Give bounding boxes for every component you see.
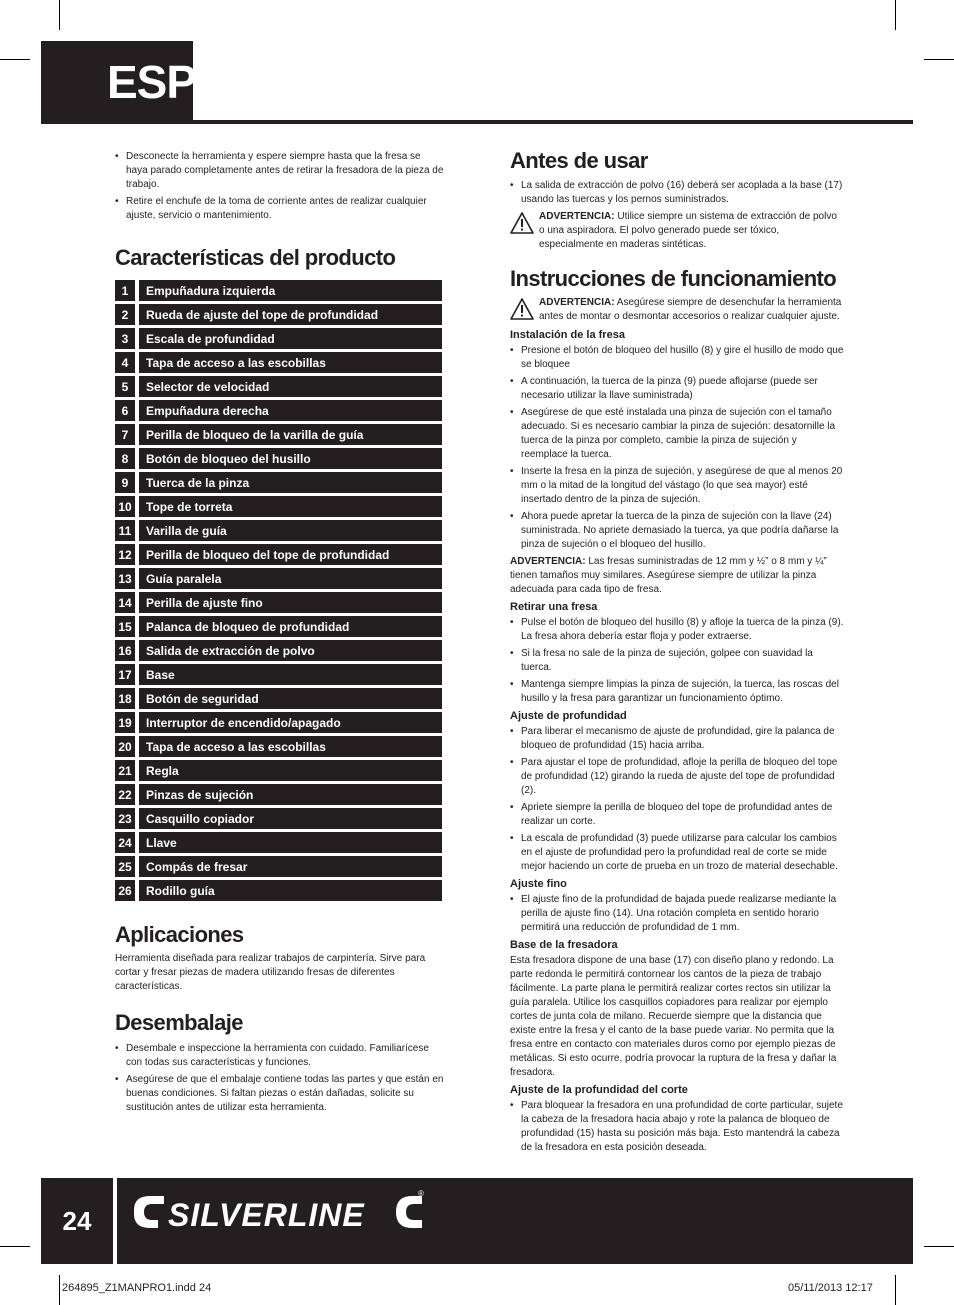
- removing-bullets: [510, 616, 845, 706]
- warning-text: Utilice siempre un sistema de extracción de polvo o una aspiradora. El polvo generado puede ser tóxico, especialmente en maderas sintéticas.: [539, 211, 837, 250]
- table-row: 4 Tapa de acceso a las escobillas: [115, 352, 442, 373]
- crop-mark: [895, 1275, 896, 1305]
- brand-name: SILVERLINE: [168, 1197, 365, 1233]
- table-row: 12 Perilla de bloqueo del tope de profundidad: [115, 544, 442, 565]
- table-row: 21 Regla: [115, 760, 442, 781]
- language-tab: [41, 41, 197, 122]
- right-column: [510, 148, 845, 1158]
- fine-bullets: [510, 893, 845, 935]
- table-row: 1 Empuñadura izquierda: [115, 280, 442, 301]
- base-text: Esta fresadora dispone de una base (17) con diseño plano y redondo. La parte redonda le permitirá contornear los cantos de la pieza de trabajo fácilmente. La parte plana le permitirá realizar cortes rectos sin utilizar la guía paralela. Utilice los casquillos copiadores para realizar por ejemplo cortes de junta cola de milano. Recuerde siempre que la distancia que existe entre la fresa y el canto de la base puede variar. No permita que la fresa entre en contacto con materiales duros como por ejemplo piezas de metálicas. Si esto ocurre, podría provocar la ruptura de la fresa y dañar la fresadora.: [510, 955, 837, 1078]
- features-heading: Características del producto: [115, 245, 396, 270]
- table-row: 20 Tapa de acceso a las escobillas: [115, 736, 442, 757]
- list-item: • La salida de extracción de polvo (16) deberá ser acoplada a la base (17) usando las tuercas y los pernos suministrados.: [510, 179, 845, 207]
- cut-depth-heading: Ajuste de la profundidad del corte: [510, 1084, 688, 1096]
- header-rule: [41, 120, 913, 124]
- unpacking-bullets: [115, 1042, 445, 1115]
- list-item: • Mantenga siempre limpias la pinza de sujeción, la tuerca, las roscas del husillo y la fresa para garantizar un funcionamiento óptimo.: [510, 678, 845, 706]
- warning-triangle-icon: [510, 212, 534, 234]
- table-row: 9 Tuerca de la pinza: [115, 472, 442, 493]
- table-row: 16 Salida de extracción de polvo: [115, 640, 442, 661]
- silverline-logo-mark: [128, 1184, 428, 1244]
- language-code: ESP: [107, 55, 197, 108]
- registered-mark: ®: [418, 1189, 424, 1198]
- cut-depth-bullets: [510, 1099, 845, 1155]
- list-item: • Para liberar el mecanismo de ajuste de profundidad, gire la palanca de bloqueo de profundidad (15) hacia arriba.: [510, 725, 845, 753]
- warning-triangle-icon: [510, 298, 534, 320]
- list-item: • Para ajustar el tope de profundidad, afloje la perilla de bloqueo del tope de profundidad (12) girando la rueda de ajuste del tope de profundidad (2).: [510, 756, 845, 798]
- table-row: 5 Selector de velocidad: [115, 376, 442, 397]
- table-row: 2 Rueda de ajuste del tope de profundidad: [115, 304, 442, 325]
- removing-heading: Retirar una fresa: [510, 601, 598, 613]
- list-item: • La escala de profundidad (3) puede utilizarse para calcular los cambios en el ajuste de profundidad pero la profundidad real de corte se mide mejor haciendo un corte de prueba en un trozo de material desechable.: [510, 832, 845, 874]
- table-row: 26 Rodillo guía: [115, 880, 442, 901]
- warning-block: [510, 296, 845, 324]
- table-row: 17 Base: [115, 664, 442, 685]
- before-use-heading: Antes de usar: [510, 148, 648, 173]
- table-row: 19 Interruptor de encendido/apagado: [115, 712, 442, 733]
- table-row: 8 Botón de bloqueo del husillo: [115, 448, 442, 469]
- warning-text: Las fresas suministradas de 12 mm y ½” o 8 mm y ¼” tienen tamaños muy similares. Asegúrese siempre de utilizar la pinza adecuada para cada tipo de fresa.: [510, 556, 827, 595]
- operation-heading: Instrucciones de funcionamiento: [510, 266, 837, 291]
- list-item: • Desembale e inspeccione la herramienta con cuidado. Familiarícese con todas sus características y funciones.: [115, 1042, 445, 1070]
- intro-bullets: [115, 150, 445, 223]
- left-column: [115, 150, 445, 1118]
- unpacking-heading: Desembalaje: [115, 1010, 243, 1035]
- table-row: 14 Perilla de ajuste fino: [115, 592, 442, 613]
- list-item: • Asegúrese de que el embalaje contiene todas las partes y que están en buenas condiciones. Si faltan piezas o están dañadas, solicite su sustitución antes de utilizar esta herramienta.: [115, 1073, 445, 1115]
- crop-mark: [59, 0, 60, 30]
- list-item: • Asegúrese de que esté instalada una pinza de sujeción con el tamaño adecuado. Si es necesario cambiar la pinza de sujeción: desatornille la tuerca de la pinza por completo, cambie la pinza de sujeción y reemplace la tuerca.: [510, 406, 845, 462]
- table-row: 3 Escala de profundidad: [115, 328, 442, 349]
- list-item: • Retire el enchufe de la toma de corriente antes de realizar cualquier ajuste, servicio o mantenimiento.: [115, 195, 445, 223]
- slug-date: 05/11/2013 12:17: [788, 1282, 873, 1294]
- table-row: 18 Botón de seguridad: [115, 688, 442, 709]
- fitting-heading: Instalación de la fresa: [510, 329, 625, 341]
- table-row: 10 Tope de torreta: [115, 496, 442, 517]
- table-row: 22 Pinzas de sujeción: [115, 784, 442, 805]
- footer-divider: [113, 1178, 117, 1264]
- table-row: 23 Casquillo copiador: [115, 808, 442, 829]
- crop-mark: [924, 59, 954, 60]
- depth-heading: Ajuste de profundidad: [510, 710, 627, 722]
- slug-file: 264895_Z1MANPRO1.indd 24: [62, 1282, 212, 1294]
- depth-bullets: [510, 725, 845, 874]
- crop-mark: [59, 1275, 60, 1305]
- applications-heading: Aplicaciones: [115, 922, 244, 947]
- list-item: • Desconecte la herramienta y espere siempre hasta que la fresa se haya parado completamente antes de retirar la fresadora de la pieza de trabajo.: [115, 150, 445, 192]
- list-item: • Ahora puede apretar la tuerca de la pinza de sujeción con la llave (24) suministrada. No apriete demasiado la tuerca, ya que podría dañarse la pinza de sujeción o el bloqueo del husillo.: [510, 510, 845, 552]
- list-item: • A continuación, la tuerca de la pinza (9) puede aflojarse (puede ser necesario utilizar la llave suministrada): [510, 375, 845, 403]
- list-item: • Si la fresa no sale de la pinza de sujeción, golpee con suavidad la tuerca.: [510, 647, 845, 675]
- warning-label: ADVERTENCIA:: [539, 211, 615, 222]
- base-heading: Base de la fresadora: [510, 939, 618, 951]
- crop-mark: [0, 59, 30, 60]
- list-item: • El ajuste fino de la profundidad de bajada puede realizarse mediante la perilla de ajuste fino (14). Una rotación completa en sentido horario permitirá una reducción de profundidad de 1 mm.: [510, 893, 845, 935]
- warning-label: ADVERTENCIA:: [539, 297, 615, 308]
- fitting-warning: [510, 555, 845, 597]
- list-item: • Inserte la fresa en la pinza de sujeción, y asegúrese de que al menos 20 mm o la mitad de la longitud del vástago (lo que sea mayor) esté insertado dentro de la pinza de sujeción.: [510, 465, 845, 507]
- warning-text: Asegúrese siempre de desenchufar la herramienta antes de montar o desmontar accesorios o realizar cualquier ajuste.: [539, 297, 842, 322]
- warning-label: ADVERTENCIA:: [510, 556, 586, 567]
- table-row: 11 Varilla de guía: [115, 520, 442, 541]
- table-row: 15 Palanca de bloqueo de profundidad: [115, 616, 442, 637]
- features-table: [115, 277, 442, 904]
- table-row: 25 Compás de fresar: [115, 856, 442, 877]
- crop-mark: [895, 0, 896, 30]
- table-row: 7 Perilla de bloqueo de la varilla de guía: [115, 424, 442, 445]
- table-row: 6 Empuñadura derecha: [115, 400, 442, 421]
- table-row: 13 Guía paralela: [115, 568, 442, 589]
- before-use-bullets: [510, 179, 845, 207]
- applications-text: Herramienta diseñada para realizar trabajos de carpintería. Sirve para cortar y fresar piezas de madera utilizando fresas de diferentes características.: [115, 953, 426, 992]
- table-row: 24 Llave: [115, 832, 442, 853]
- fitting-bullets: [510, 344, 845, 552]
- list-item: • Pulse el botón de bloqueo del husillo (8) y afloje la tuerca de la pinza (9). La fresa ahora debería estar floja y poder extraerse.: [510, 616, 845, 644]
- crop-mark: [924, 1246, 954, 1247]
- page-number: 24: [62, 1205, 92, 1236]
- warning-block: [510, 210, 845, 252]
- crop-mark: [0, 1246, 30, 1247]
- fine-heading: Ajuste fino: [510, 878, 567, 890]
- list-item: • Presione el botón de bloqueo del husillo (8) y gire el husillo de modo que se bloquee: [510, 344, 845, 372]
- list-item: • Apriete siempre la perilla de bloqueo del tope de profundidad antes de realizar un corte.: [510, 801, 845, 829]
- silverline-logo: [128, 1184, 428, 1249]
- list-item: • Para bloquear la fresadora en una profundidad de corte particular, sujete la cabeza de la fresadora hacia abajo y rote la palanca de bloqueo de profundidad (15) hasta su posición más baja. Esto mantendrá la cabeza de la fresadora en esta posición deseada.: [510, 1099, 845, 1155]
